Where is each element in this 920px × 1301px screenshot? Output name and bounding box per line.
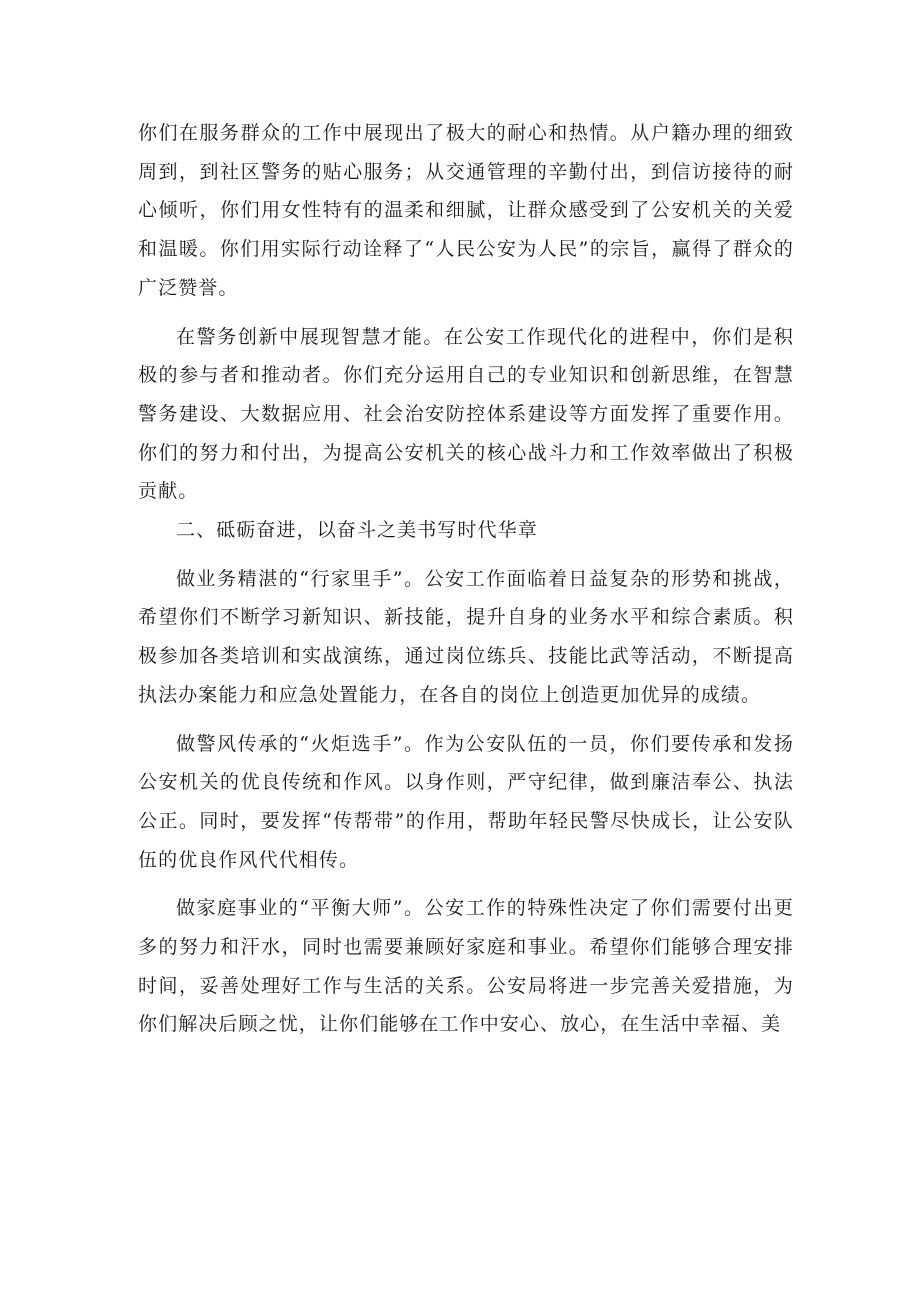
paragraph-innovation: 在警务创新中展现智慧才能。在公安工作现代化的进程中，你们是积极的参与者和推动者。你们充分运用自己的专业知识和创新思维，在智慧警务建设、大数据应用、社会治安防控体系建设等方面发挥了重要作用。你们的努力和付出，为提高公安机关的核心战斗力和工作效率做出了积极贡献。 [138, 325, 794, 503]
paragraph-tradition: 做警风传承的“火炬选手”。作为公安队伍的一员，你们要传承和发扬公安机关的优良传统和作风。以身作则，严守纪律，做到廉洁奉公、执法公正。同时，要发挥“传帮带”的作用，帮助年轻民警尽快成长，让公安队伍的优良作风代代相传。 [138, 732, 794, 871]
paragraph-expertise: 做业务精湛的“行家里手”。公安工作面临着日益复杂的形势和挑战，希望你们不断学习新知识、新技能，提升自身的业务水平和综合素质。积极参加各类培训和实战演练，通过岗位练兵、技能比武等活动，不断提高执法办案能力和应急处置能力，在各自的岗位上创造更加优异的成绩。 [138, 567, 794, 706]
section-heading: 二、砥砺奋进，以奋斗之美书写时代华章 [176, 519, 538, 542]
paragraph-balance: 做家庭事业的“平衡大师”。公安工作的特殊性决定了你们需要付出更多的努力和汗水，同时也需要兼顾好家庭和事业。希望你们能够合理安排时间，妥善处理好工作与生活的关系。公安局将进一步完善关爱措施，为你们解决后顾之忧，让你们能够在工作中安心、放心，在生活中幸福、美 [138, 897, 794, 1036]
paragraph-service: 你们在服务群众的工作中展现出了极大的耐心和热情。从户籍办理的细致周到，到社区警务的贴心服务；从交通管理的辛勤付出，到信访接待的耐心倾听，你们用女性特有的温柔和细腻，让群众感受到了公安机关的关爱和温暖。你们用实际行动诠释了“人民公安为人民”的宗旨，赢得了群众的广泛赞誉。 [138, 122, 794, 299]
document-body [138, 114, 794, 1044]
